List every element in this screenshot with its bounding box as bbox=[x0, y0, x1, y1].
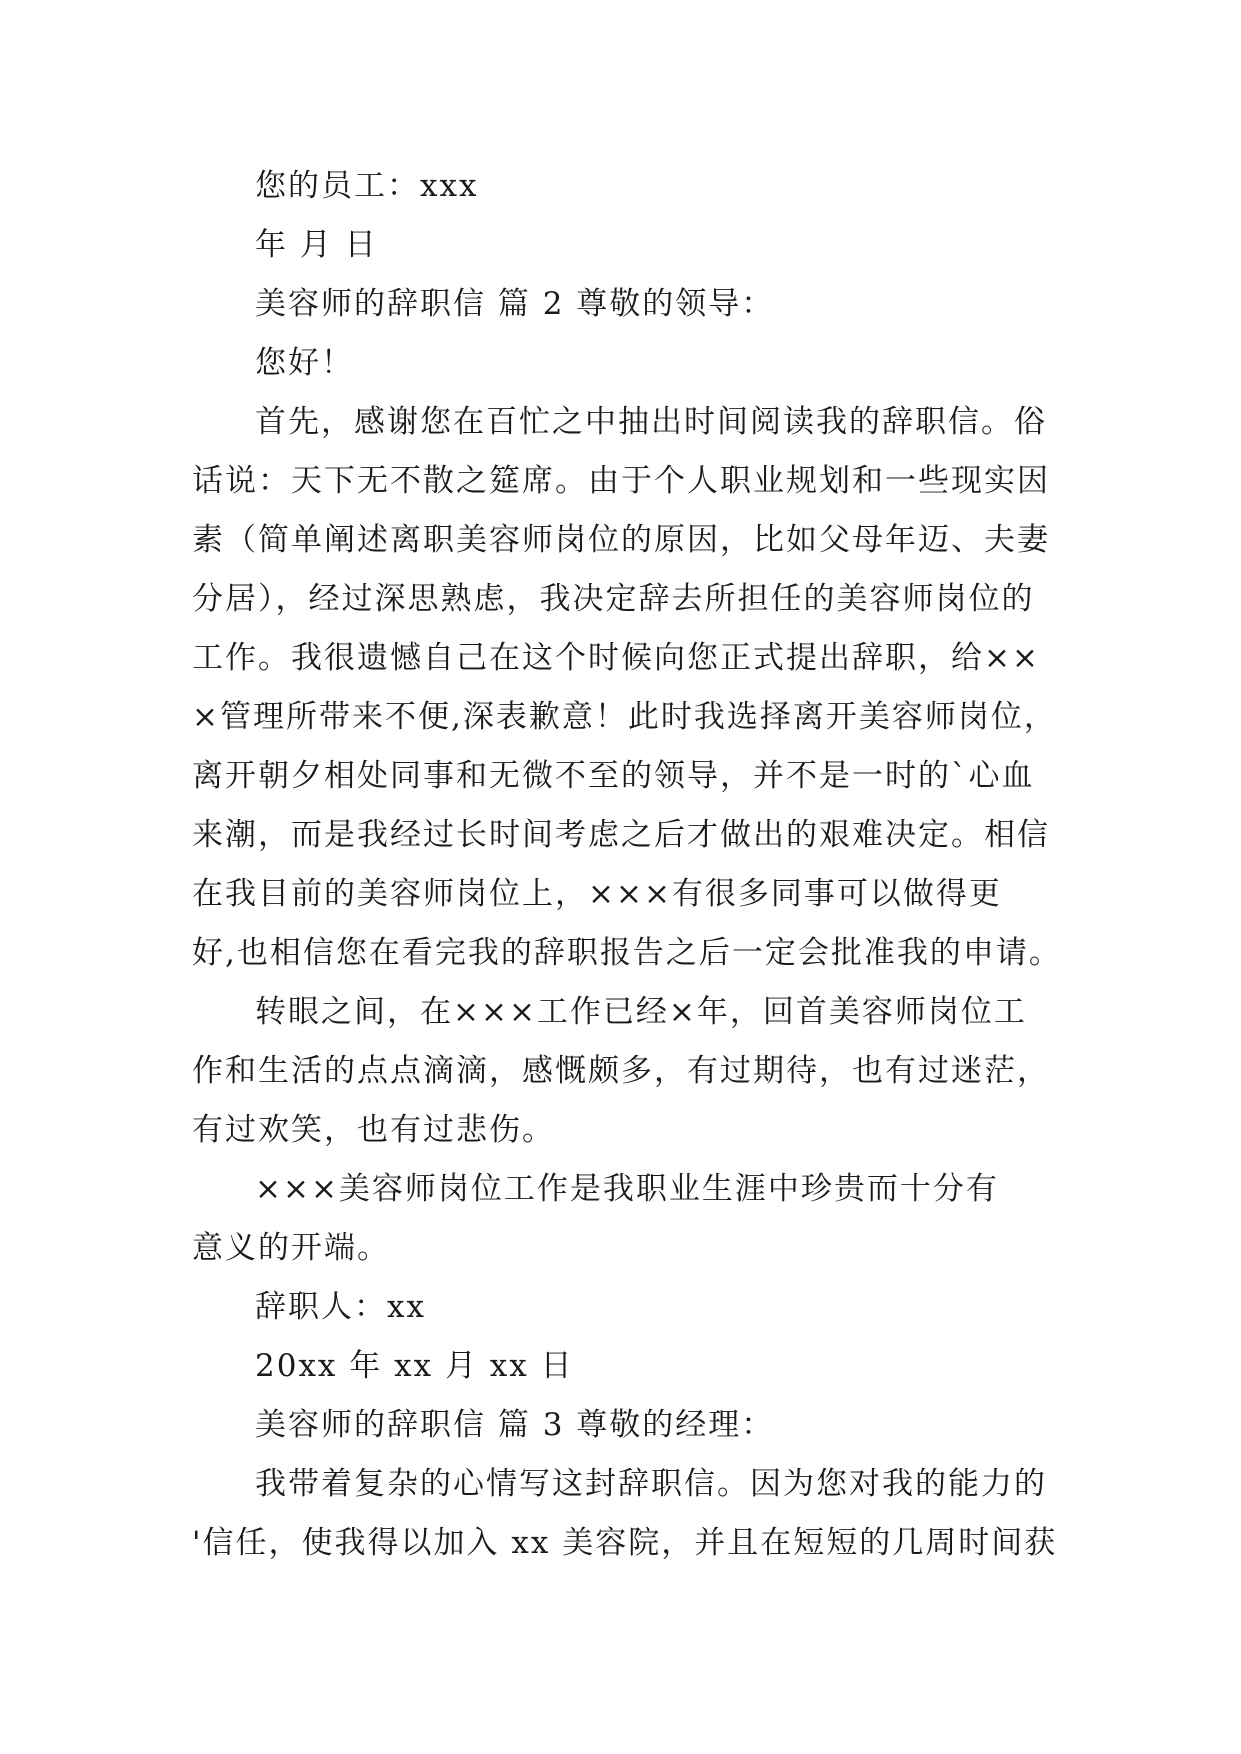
paragraph-line: ×管理所带来不便,深表歉意！此时我选择离开美容师岗位， bbox=[192, 699, 1057, 735]
paragraph-line: 素（简单阐述离职美容师岗位的原因，比如父母年迈、夫妻 bbox=[192, 522, 1050, 558]
section-heading-3: 美容师的辞职信 篇 3 尊敬的经理： bbox=[255, 1407, 775, 1443]
signature-employee: 您的员工：xxx bbox=[255, 168, 479, 204]
paragraph-line: 意义的开端。 bbox=[192, 1230, 390, 1266]
paragraph-line: 话说：天下无不散之筵席。由于个人职业规划和一些现实因 bbox=[192, 463, 1050, 499]
paragraph-line: 我带着复杂的心情写这封辞职信。因为您对我的能力的 bbox=[255, 1466, 1047, 1502]
paragraph-line: 分居），经过深思熟虑，我决定辞去所担任的美容师岗位的 bbox=[192, 581, 1035, 617]
paragraph-line: 首先，感谢您在百忙之中抽出时间阅读我的辞职信。俗 bbox=[255, 404, 1047, 440]
signature-resigner: 辞职人：xx bbox=[255, 1289, 426, 1325]
greeting: 您好！ bbox=[255, 345, 354, 381]
paragraph-line: '信任，使我得以加入 xx 美容院，并且在短短的几周时间获 bbox=[192, 1525, 1058, 1561]
date-line: 20xx 年 xx 月 xx 日 bbox=[255, 1348, 574, 1384]
date-line: 年 月 日 bbox=[255, 227, 378, 263]
paragraph-line: 好,也相信您在看完我的辞职报告之后一定会批准我的申请。 bbox=[192, 935, 1062, 971]
paragraph-line: 转眼之间，在×××工作已经×年，回首美容师岗位工 bbox=[255, 994, 1027, 1030]
paragraph-line: 工作。我很遗憾自己在这个时候向您正式提出辞职，给×× bbox=[192, 640, 1040, 676]
paragraph-line: 作和生活的点点滴滴，感慨颇多，有过期待，也有过迷茫， bbox=[192, 1053, 1050, 1089]
paragraph-line: 来潮，而是我经过长时间考虑之后才做出的艰难决定。相信 bbox=[192, 817, 1050, 853]
paragraph-line: 离开朝夕相处同事和无微不至的领导，并不是一时的`心血 bbox=[192, 758, 1035, 794]
paragraph-line: 在我目前的美容师岗位上，×××有很多同事可以做得更 bbox=[192, 876, 1002, 912]
section-heading-2: 美容师的辞职信 篇 2 尊敬的领导： bbox=[255, 286, 775, 322]
paragraph-line: ×××美容师岗位工作是我职业生涯中珍贵而十分有 bbox=[255, 1171, 999, 1207]
paragraph-line: 有过欢笑，也有过悲伤。 bbox=[192, 1112, 555, 1148]
